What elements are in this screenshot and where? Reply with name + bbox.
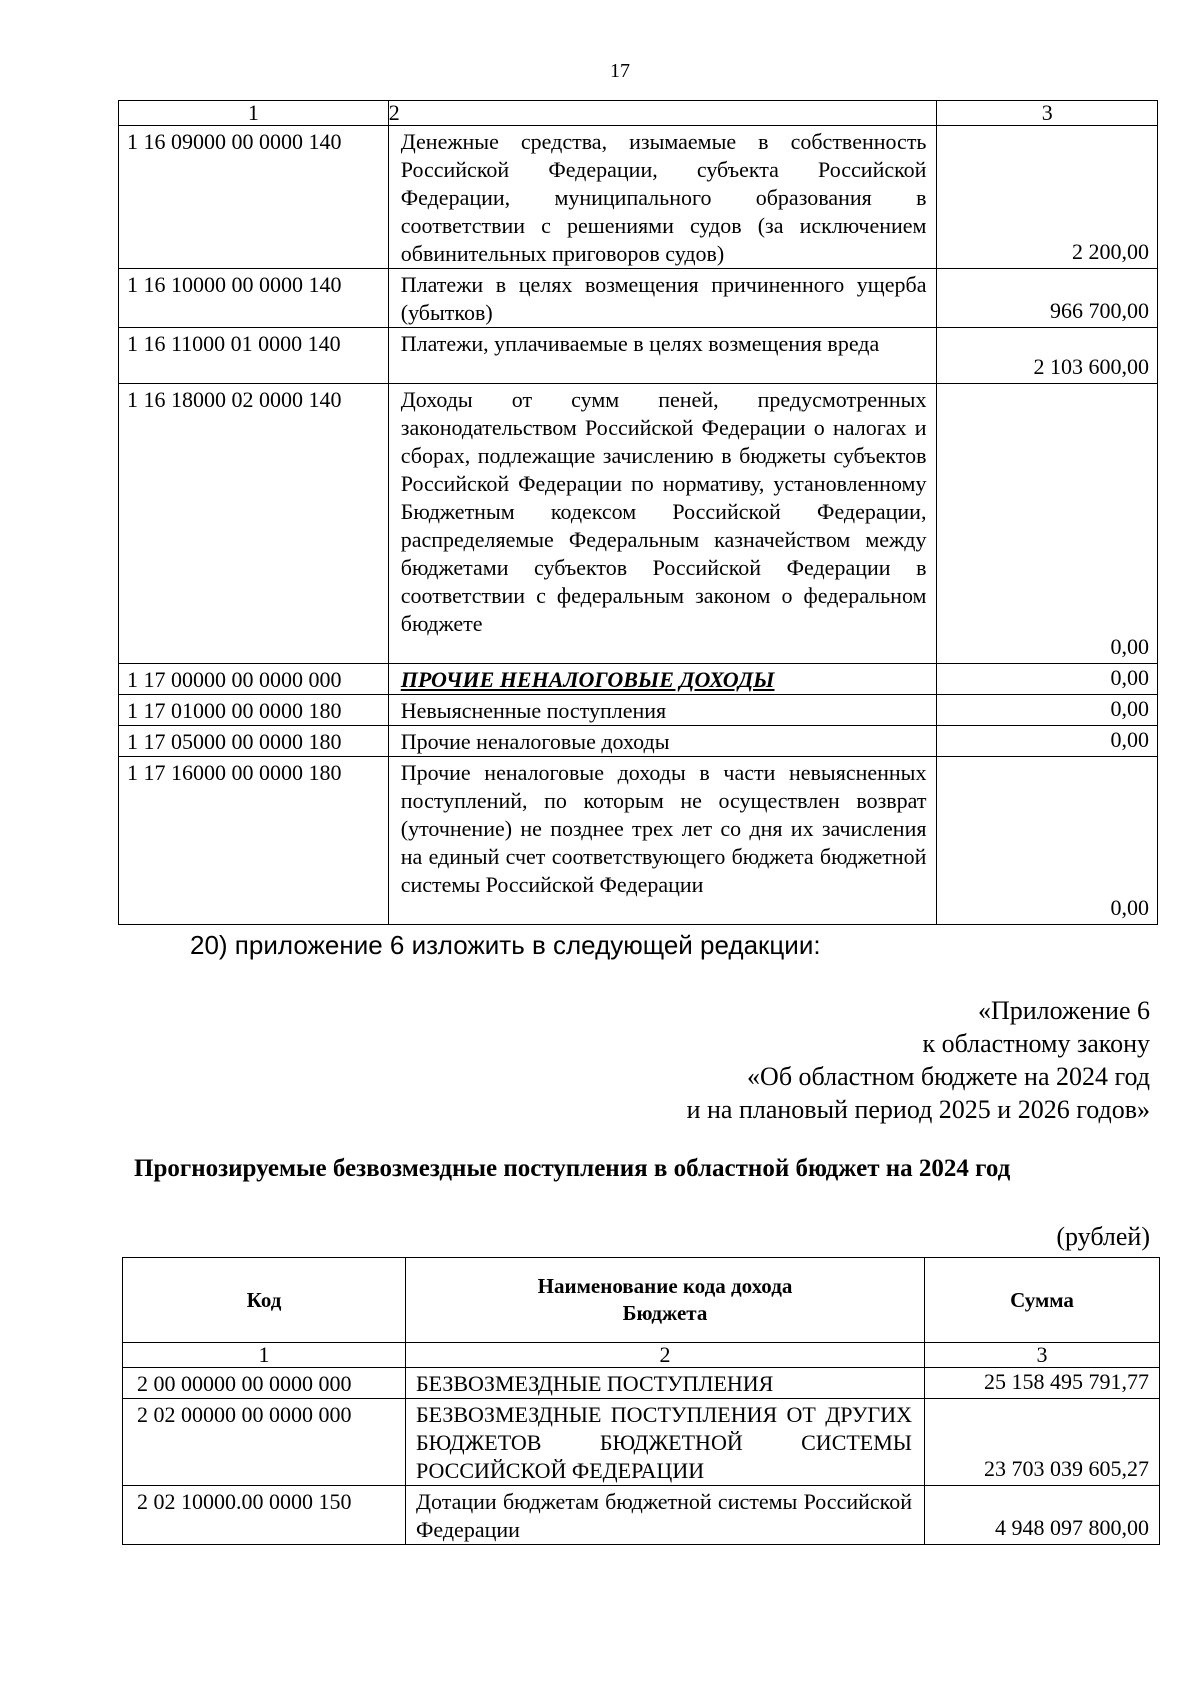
income-name: Дотации бюджетам бюджетной системы Российской Федерации [406, 1486, 925, 1545]
table-header-row [119, 101, 1158, 126]
income-name: Платежи в целях возмещения причиненного ущерба (убытков) [388, 269, 937, 328]
table-row [119, 384, 1158, 664]
income-name: Прочие неналоговые доходы в части невыясненных поступлений, по которым не осуществлен возврат (уточнение) не позднее трех лет со дня их зачисления на единый счет соответствующего бюджета бюджетной системы Российской Федерации [388, 757, 937, 925]
income-code: 1 17 00000 00 0000 000 [119, 664, 389, 695]
column-number-1: 1 [123, 1343, 406, 1368]
income-code: 1 17 01000 00 0000 180 [119, 695, 389, 726]
appendix-line: к областному закону [922, 1029, 1150, 1058]
table-row [123, 1368, 1160, 1399]
income-amount: 23 703 039 605,27 [925, 1399, 1160, 1486]
income-code: 1 16 09000 00 0000 140 [119, 126, 389, 269]
column-heading-name [406, 1258, 925, 1343]
column-number-2: 2 [406, 1343, 925, 1368]
table-row [119, 126, 1158, 269]
column-heading-code: Код [123, 1258, 406, 1343]
table-row [119, 328, 1158, 384]
amendment-instruction: 20) приложение 6 изложить в следующей редакции: [190, 930, 821, 960]
column-heading-name-line: Бюджета [622, 1301, 708, 1325]
revenue-table-continued [118, 100, 1158, 925]
table-row [119, 695, 1158, 726]
income-code: 2 02 10000.00 0000 150 [123, 1486, 406, 1545]
income-code: 1 16 11000 01 0000 140 [119, 328, 389, 384]
income-code: 1 16 18000 02 0000 140 [119, 384, 389, 664]
income-name-cell [388, 664, 937, 695]
income-amount: 0,00 [937, 757, 1158, 925]
column-number-2: 2 [388, 101, 937, 126]
column-heading-name-line: Наименование кода дохода [537, 1274, 793, 1298]
income-name: БЕЗВОЗМЕЗДНЫЕ ПОСТУПЛЕНИЯ ОТ ДРУГИХ БЮДЖЕТОВ БЮДЖЕТНОЙ СИСТЕМЫ РОССИЙСКОЙ ФЕДЕРАЦИИ [406, 1399, 925, 1486]
appendix-line: и на плановый период 2025 и 2026 годов» [686, 1095, 1150, 1124]
income-amount: 2 103 600,00 [937, 328, 1158, 384]
table-row [119, 726, 1158, 757]
appendix-line: «Приложение 6 [977, 996, 1150, 1025]
column-number-1: 1 [119, 101, 389, 126]
income-amount: 25 158 495 791,77 [925, 1368, 1160, 1399]
income-amount: 0,00 [937, 384, 1158, 664]
table-column-headings [123, 1258, 1160, 1343]
income-code: 1 17 16000 00 0000 180 [119, 757, 389, 925]
grants-table [122, 1257, 1160, 1545]
currency-units: (рублей) [1056, 1222, 1150, 1251]
income-code: 1 17 05000 00 0000 180 [119, 726, 389, 757]
income-name: Прочие неналоговые доходы [388, 726, 937, 757]
column-number-3: 3 [925, 1343, 1160, 1368]
income-name: Невыясненные поступления [388, 695, 937, 726]
appendix-line: «Об областном бюджете на 2024 год [747, 1062, 1150, 1091]
income-amount: 4 948 097 800,00 [925, 1486, 1160, 1545]
page-number: 17 [610, 60, 630, 82]
table-row [119, 757, 1158, 925]
income-name: БЕЗВОЗМЕЗДНЫЕ ПОСТУПЛЕНИЯ [406, 1368, 925, 1399]
table-header-row [123, 1343, 1160, 1368]
income-amount: 2 200,00 [937, 126, 1158, 269]
appendix-reference [687, 994, 1150, 1126]
income-code: 2 02 00000 00 0000 000 [123, 1399, 406, 1486]
income-amount: 966 700,00 [937, 269, 1158, 328]
income-name: ПРОЧИЕ НЕНАЛОГОВЫЕ ДОХОДЫ [400, 667, 775, 692]
income-amount: 0,00 [937, 726, 1158, 757]
table-row [119, 269, 1158, 328]
column-number-3: 3 [937, 101, 1158, 126]
income-amount: 0,00 [937, 664, 1158, 695]
income-amount: 0,00 [937, 695, 1158, 726]
income-code: 2 00 00000 00 0000 000 [123, 1368, 406, 1399]
income-name: Платежи, уплачиваемые в целях возмещения вреда [388, 328, 937, 384]
table-row [123, 1399, 1160, 1486]
income-code: 1 16 10000 00 0000 140 [119, 269, 389, 328]
income-name: Доходы от сумм пеней, предусмотренных законодательством Российской Федерации о налогах и сборах, подлежащие зачислению в бюджеты субъектов Российской Федерации по нормативу, установленному Бюджетным кодексом Российской Федерации, распределяемые Федеральным казначейством между бюджетами субъектов Российской Федерации в соответствии с федеральным законом о федеральном бюджете [388, 384, 937, 664]
table-row [123, 1486, 1160, 1545]
table-row [119, 664, 1158, 695]
section-title: Прогнозируемые безвозмездные поступления в областной бюджет на 2024 год [134, 1155, 1011, 1182]
column-heading-amount: Сумма [925, 1258, 1160, 1343]
income-name: Денежные средства, изымаемые в собственность Российской Федерации, субъекта Российской Федерации, муниципального образования в соответствии с решениями судов (за исключением обвинительных приговоров судов) [388, 126, 937, 269]
